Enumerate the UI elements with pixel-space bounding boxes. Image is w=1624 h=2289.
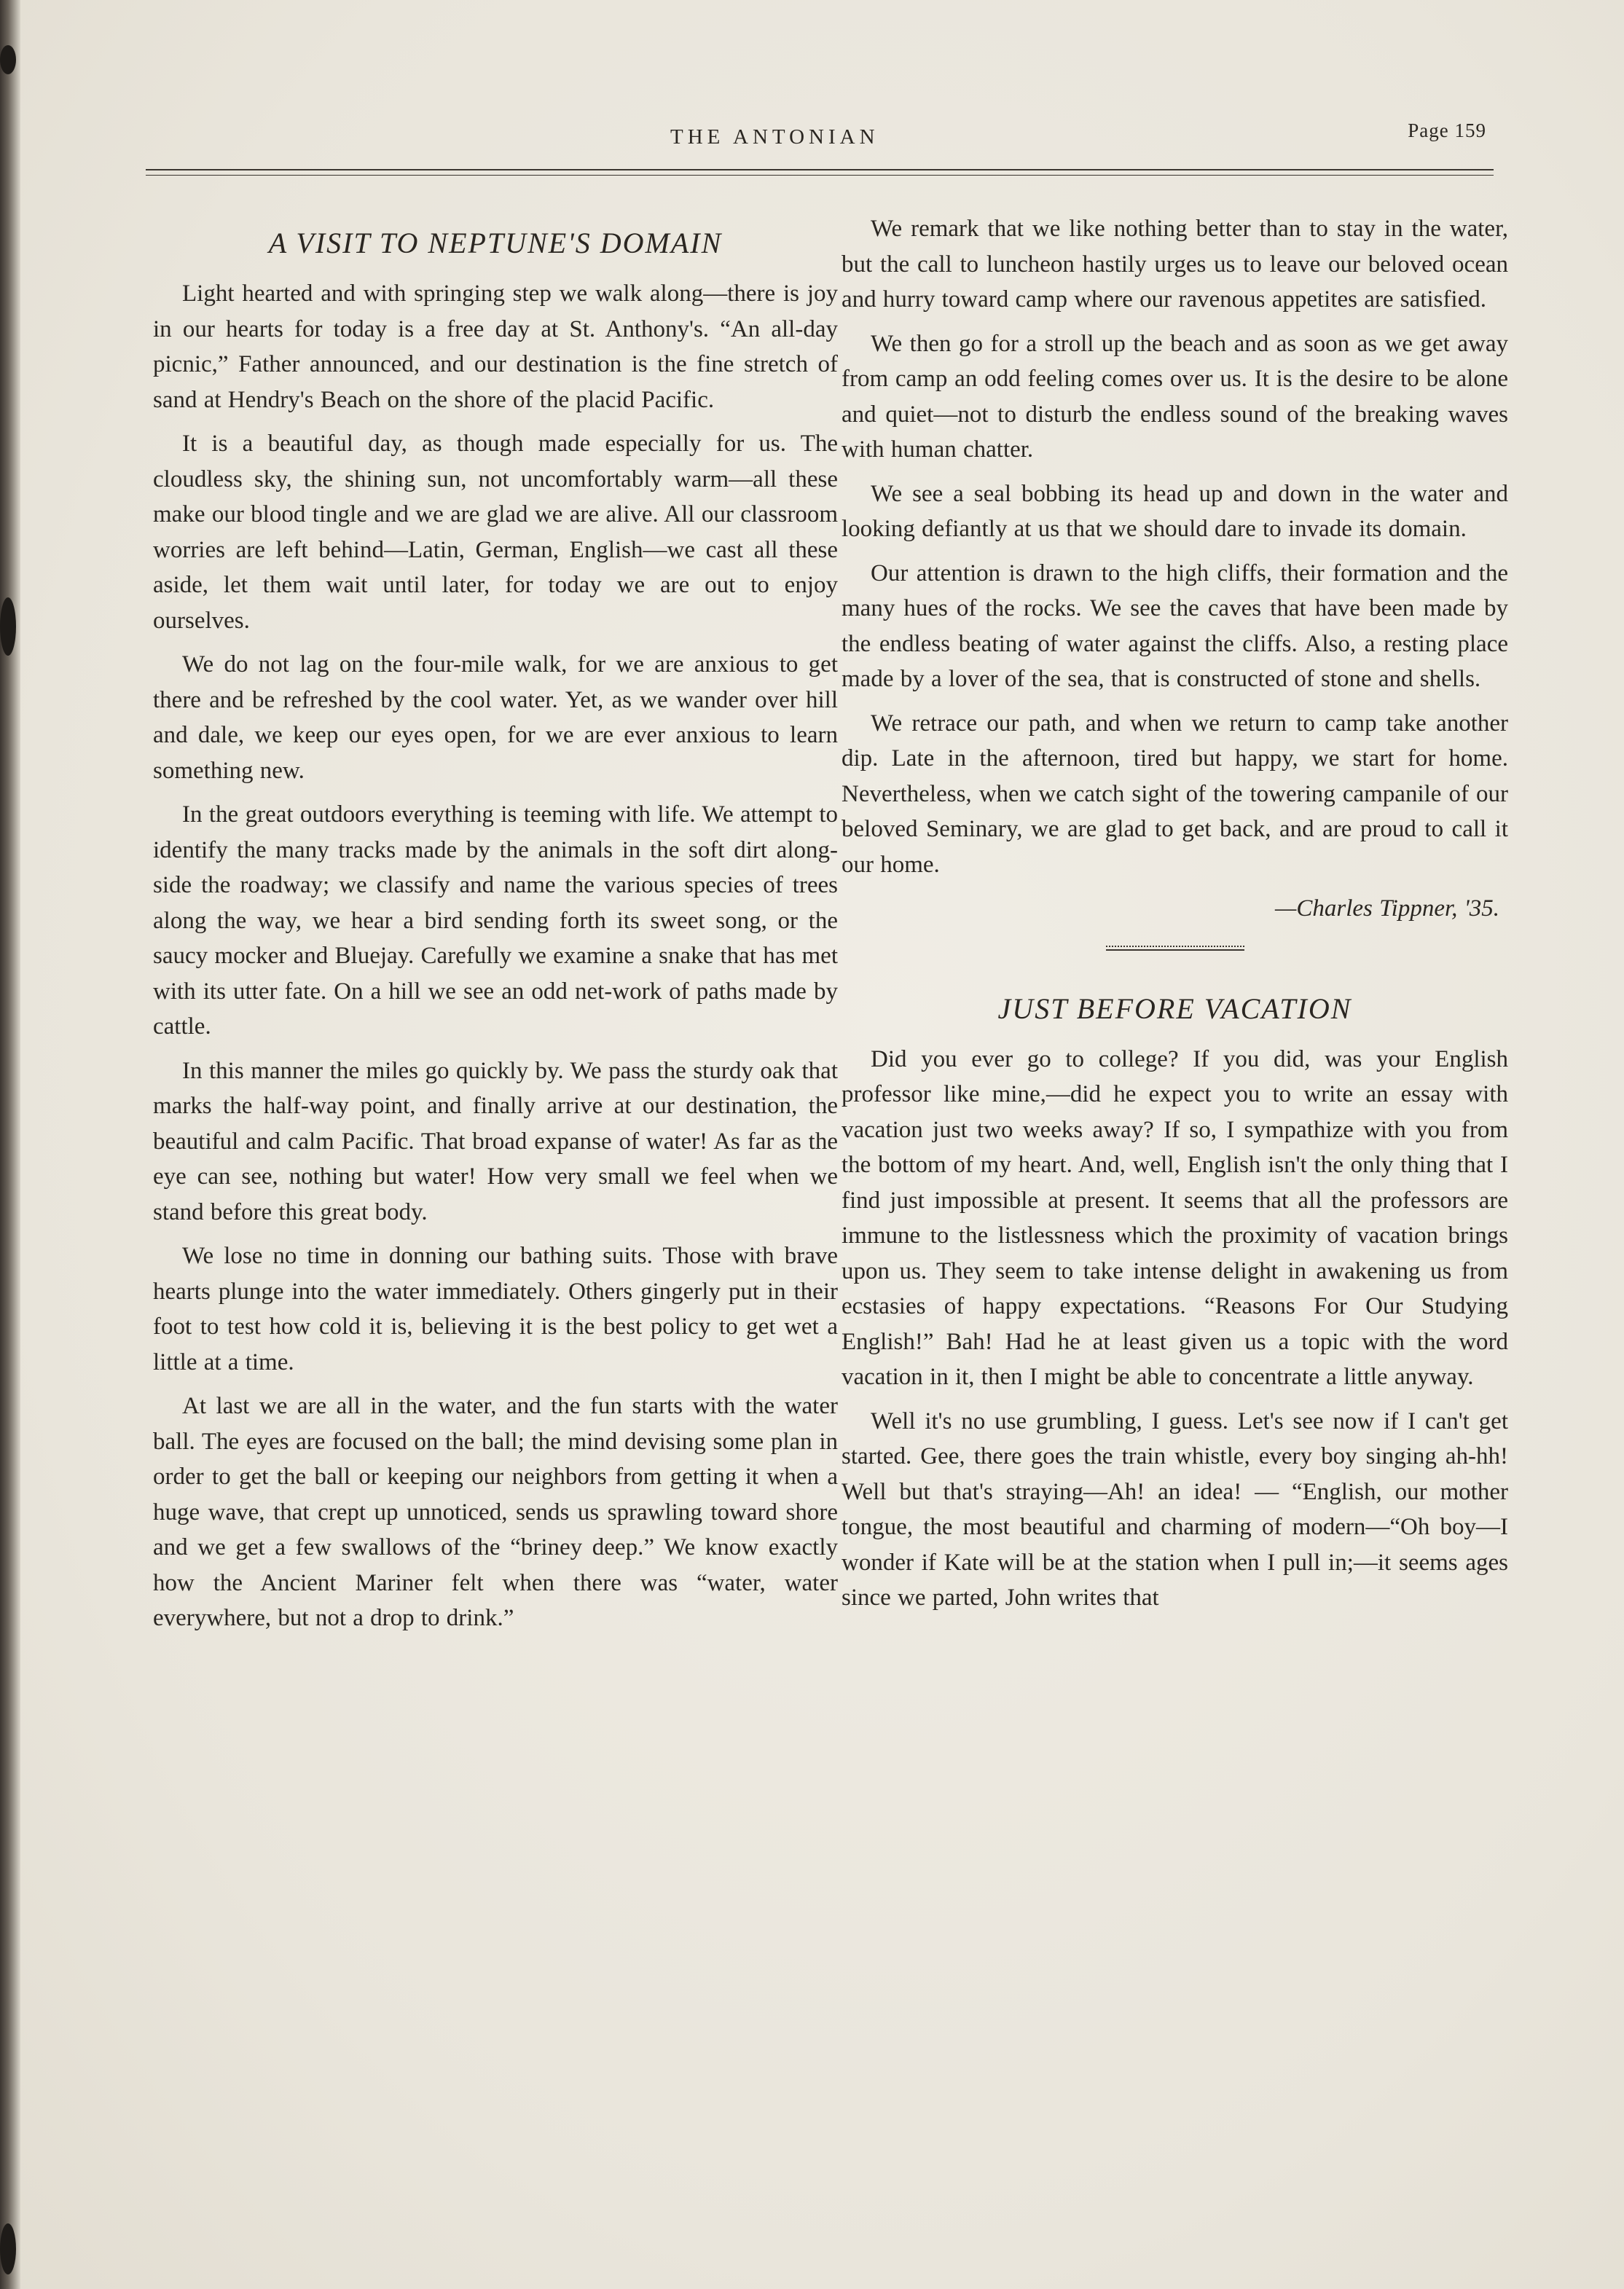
binding-edge xyxy=(0,0,20,2289)
paragraph: We remark that we like nothing better than to stay in the water, but the call to luncheon hastily urges us to leave our beloved ocean and hurry toward camp where our ravenous appetites are satisfied. xyxy=(842,216,1508,313)
paragraph: We see a seal bobbing its head up and down in the water and looking defiantly at us that we should dare to invade its domain. xyxy=(842,480,1508,542)
page-number: Page 159 xyxy=(1408,119,1486,141)
paragraph: In this manner the miles go quickly by. We pass the sturdy oak that marks the half-way point, and finally arrive at our destination, the beautiful and calm Pacific. That broad expanse of water! As far as the eye can see, nothing but water! How very small we feel when we stand before this great body. xyxy=(153,1057,838,1225)
publication-title: THE ANTONIAN xyxy=(670,125,879,149)
section-divider xyxy=(1106,946,1244,951)
binding-hole xyxy=(0,597,16,656)
author-byline: —Charles Tippner, '35. xyxy=(1275,895,1499,922)
paragraph: Light hearted and with springing step we walk along—there is joy in our hearts for today is a free day at St. Anthony's. “An all-day picnic,” Father announced, and our destination is the fine stretch of sand at Hendry's Beach on the shore of the placid Pacific. xyxy=(153,280,838,413)
paragraph: It is a beautiful day, as though made especially for us. The cloudless sky, the shining sun, not uncomfortably warm—all these make our blood tingle and we are glad we are alive. All our classroom worries are left behind—Latin, German, English—we cast all these aside, let them wait until later, for today we are out to enjoy ourselves. xyxy=(153,431,838,634)
paragraph: We lose no time in donning our bathing suits. Those with brave hearts plunge into the water immediately. Others gingerly put in their foot to test how cold it is, believing it is the best policy to get wet a little at a time. xyxy=(153,1243,838,1375)
paragraph: Our attention is drawn to the high cliffs, their formation and the many hues of the rocks. We see the caves that have been made by the endless beating of water against the cliffs. Also, a resting place made by a lover of the sea, that is constructed of stone and shells. xyxy=(842,560,1508,692)
running-header xyxy=(146,119,1494,157)
paragraph: In the great outdoors everything is teeming with life. We attempt to identify the many tracks made by the animals in the soft dirt along-side the roadway; we classify and name the various species of trees along the way, we hear a bird sending forth its sweet song, or the saucy mocker and Bluejay. Carefully we examine a snake that has met with its utter fate. On a hill we see an odd net-work of paths made by cattle. xyxy=(153,801,838,1040)
paragraph: We then go for a stroll up the beach and as soon as we get away from camp an odd feeling comes over us. It is the desire to be alone and quiet—not to disturb the endless sound of the breaking waves with human chatter. xyxy=(842,330,1508,463)
article-title: JUST BEFORE VACATION xyxy=(997,992,1352,1025)
column-left xyxy=(153,211,838,1645)
paragraph: Well it's no use grumbling, I guess. Let's see now if I can't get started. Gee, there goes the train whistle, every boy singing ah-hh! Well but that's straying—Ah! an idea! — “English, our mother tongue, the most beautiful and charming of modern—“Oh boy—I wonder if Kate will be at the station when I pull in;—it seems ages since we parted, John writes that xyxy=(842,1407,1508,1611)
binding-hole xyxy=(0,45,16,74)
binding-hole xyxy=(0,2223,16,2274)
paragraph: At last we are all in the water, and the fun starts with the water ball. The eyes are focused on the ball; the mind devising some plan in order to get the ball or keeping our neighbors from getting it when a huge wave, that crept up unnoticed, sends us sprawling toward shore and we get a few swallows of the “briney deep.” We know exactly how the Ancient Mariner felt when there was “water, water everywhere, but not a drop to drink.” xyxy=(153,1393,838,1631)
article-title: A VISIT TO NEPTUNE'S DOMAIN xyxy=(268,227,723,259)
header-rule-thin xyxy=(146,175,1494,176)
paragraph: Did you ever go to college? If you did, was your English professor like mine,—did he expect you to write an essay with vacation just two weeks away? If so, I sympathize with you from the bottom of my heart. And, well, English isn't the only thing that I find just impossible at present. It seems that all the professors are immune to the listlessness which the proximity of vacation brings upon us. They seem to take intense delight in awakening us from ecstasies of happy expectations. “Reasons For Our Studying English!” Bah! Had he at least given us a topic with the word vacation in it, then I might be able to concentrate a little anyway. xyxy=(842,1045,1508,1390)
column-right xyxy=(842,211,1508,1625)
paragraph: We do not lag on the four-mile walk, for we are anxious to get there and be refreshed by the cool water. Yet, as we wander over hill and dale, we keep our eyes open, for we are ever anxious to learn something new. xyxy=(153,651,838,784)
paragraph: We retrace our path, and when we return to camp take another dip. Late in the afternoon, tired but happy, we start for home. Nevertheless, when we catch sight of the towering campanile of our beloved Seminary, we are glad to get back, and are proud to call it our home. xyxy=(842,710,1508,878)
header-rule xyxy=(146,169,1494,170)
